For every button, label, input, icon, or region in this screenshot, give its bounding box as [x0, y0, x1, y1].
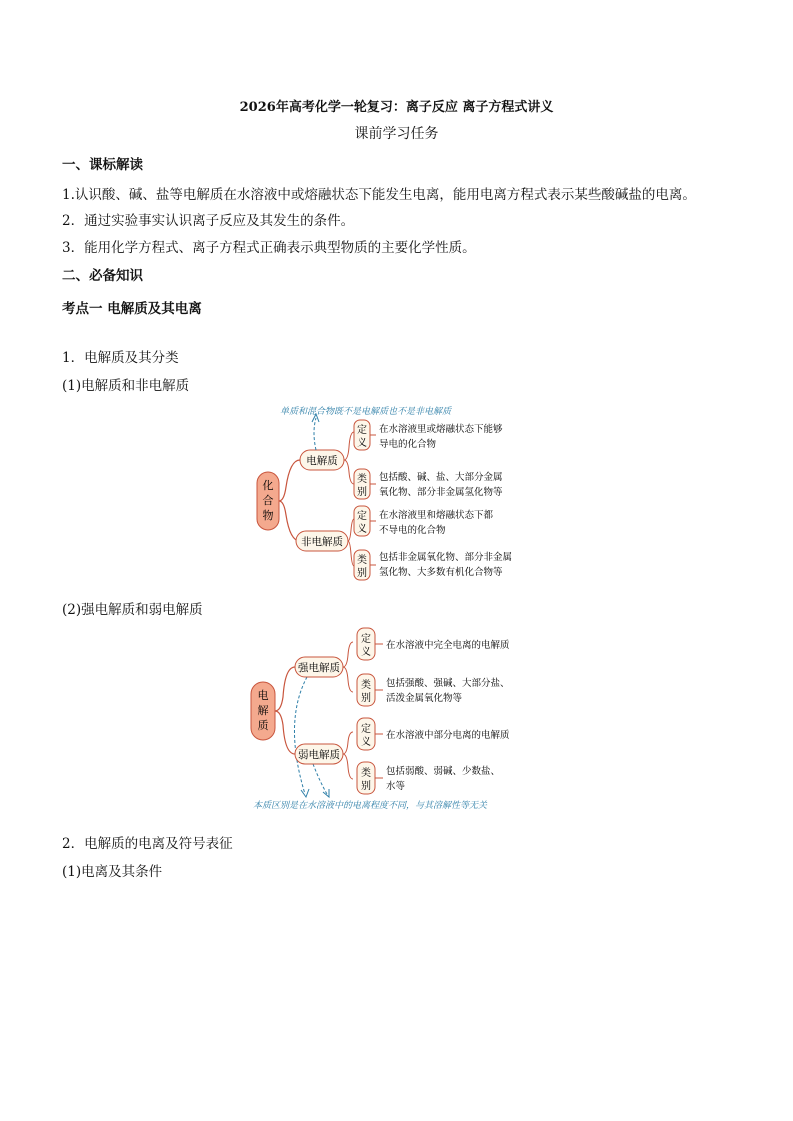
b1-definition-line-1: 在水溶液中完全电离的电解质	[386, 640, 510, 651]
b1-cat-char-2: 别	[357, 487, 367, 498]
b2-cat-char-1: 类	[361, 768, 371, 779]
b2-def-char-1: 定	[357, 511, 367, 522]
subheading-1b: (2)强电解质和弱电解质	[62, 602, 203, 618]
section-heading-2: 二、必备知识	[62, 268, 143, 284]
document-subtitle: 课前学习任务	[354, 126, 439, 142]
b2-def-char-2: 义	[361, 737, 371, 748]
b2-category-line-2: 氢化物、大多数有机化合物等	[379, 567, 503, 578]
objective-2: 2．通过实验事实认识离子反应及其发生的条件。	[62, 213, 355, 229]
note-essential-difference: 本质区别是在水溶液中的电离程度不同，与其溶解性等无关	[253, 801, 488, 811]
b2-definition-line-1: 在水溶液中部分电离的电解质	[386, 730, 510, 741]
b2-def-char-1: 定	[361, 724, 371, 735]
b2-cat-char-2: 别	[357, 568, 367, 579]
subheading-2a: (1)电离及其条件	[62, 864, 163, 880]
root-char-3: 物	[262, 509, 274, 522]
b1-def-char-2: 义	[357, 438, 367, 449]
branch-electrolyte-label: 电解质	[306, 455, 338, 467]
root-char-2: 解	[257, 704, 269, 717]
b1-cat-char-1: 类	[357, 474, 367, 485]
b1-cat-char-2: 别	[361, 693, 371, 704]
b1-category-line-2: 氧化物、部分非金属氢化物等	[379, 487, 503, 498]
strong-weak-electrolyte-diagram	[245, 622, 545, 812]
subheading-1: 1．电解质及其分类	[62, 350, 179, 366]
b1-cat-char-1: 类	[361, 680, 371, 691]
subheading-1a: (1)电解质和非电解质	[62, 378, 190, 394]
section-heading-1: 一、课标解读	[62, 157, 143, 173]
b2-category-line-2: 水等	[386, 781, 406, 792]
b1-category-line-1: 包括强酸、强碱、大部分盐、	[386, 678, 510, 689]
note-elements-mixtures: 单质和混合物既不是电解质也不是非电解质	[280, 407, 452, 417]
b1-definition-line-2: 导电的化合物	[379, 439, 437, 450]
kaodian-heading: 考点一 电解质及其电离	[62, 301, 202, 317]
b2-def-char-2: 义	[357, 524, 367, 535]
b1-category-line-2: 活泼金属氧化物等	[386, 693, 463, 704]
b2-category-line-1: 包括弱酸、弱碱、少数盐、	[386, 766, 501, 777]
branch-nonelectrolyte-label: 非电解质	[301, 536, 343, 548]
b2-cat-char-1: 类	[357, 555, 367, 566]
b2-definition-line-2: 不导电的化合物	[379, 525, 446, 536]
objective-3: 3．能用化学方程式、离子方程式正确表示典型物质的主要化学性质。	[62, 240, 476, 256]
document-title: 2026年高考化学一轮复习：离子反应 离子方程式讲义	[239, 100, 554, 115]
b2-definition-line-1: 在水溶液里和熔融状态下都	[379, 510, 494, 521]
electrolyte-classification-diagram	[252, 402, 552, 584]
b1-def-char-1: 定	[361, 634, 371, 645]
objective-1: 1.认识酸、碱、盐等电解质在水溶液中或熔融状态下能发生电离，能用电离方程式表示某些酸碱盐的电离。	[62, 187, 696, 203]
b2-cat-char-2: 别	[361, 781, 371, 792]
b2-category-line-1: 包括非金属氧化物、部分非金属	[379, 552, 513, 563]
branch-weak-label: 弱电解质	[298, 749, 340, 761]
root-char-1: 电	[257, 689, 269, 702]
branch-strong-label: 强电解质	[298, 662, 340, 674]
root-char-3: 质	[257, 719, 269, 732]
b1-def-char-1: 定	[357, 425, 367, 436]
b1-definition-line-1: 在水溶液里或熔融状态下能够	[379, 424, 503, 435]
b1-def-char-2: 义	[361, 647, 371, 658]
b1-category-line-1: 包括酸、碱、盐、大部分金属	[379, 472, 503, 483]
subheading-2: 2．电解质的电离及符号表征	[62, 836, 233, 852]
root-char-1: 化	[262, 479, 274, 492]
root-char-2: 合	[262, 494, 274, 507]
